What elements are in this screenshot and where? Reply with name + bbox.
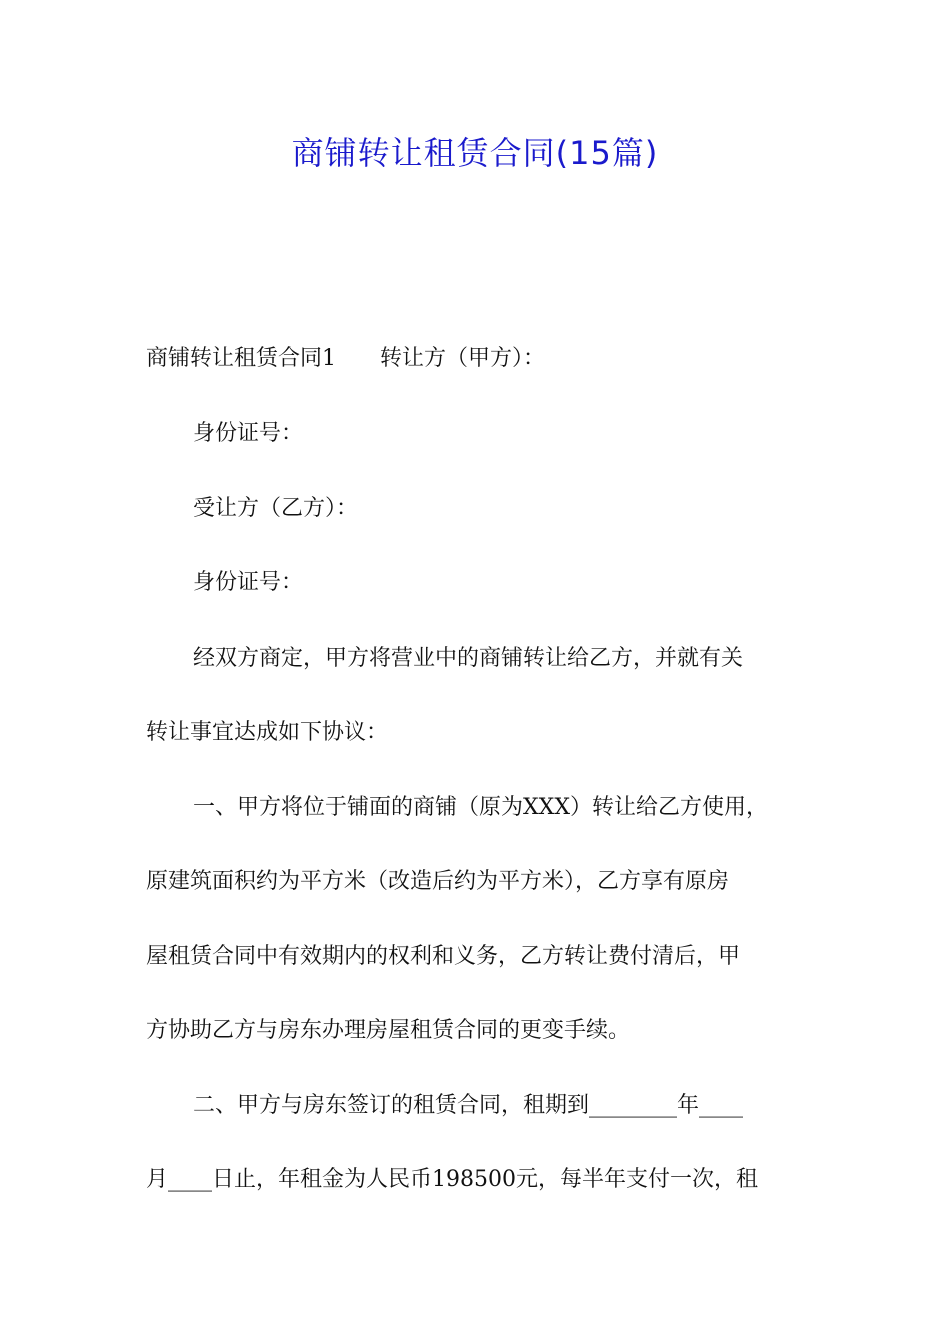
- paragraph-line: 方协助乙方与房东办理房屋租赁合同的更变手续。: [146, 1018, 631, 1043]
- paragraph-line: 二、甲方与房东签订的租赁合同，租期到________年____: [193, 1093, 744, 1118]
- paragraph-line: 经双方商定，甲方将营业中的商铺转让给乙方，并就有关: [193, 646, 744, 671]
- id-b-label: 身份证号：: [193, 570, 304, 595]
- contract-heading: 商铺转让租赁合同1: [146, 346, 336, 371]
- party-a-label: 转让方（甲方）：: [380, 346, 546, 371]
- paragraph-line: 原建筑面积约为平方米（改造后约为平方米），乙方享有原房: [146, 869, 730, 894]
- id-a-label: 身份证号：: [193, 421, 304, 446]
- party-b-label: 受让方（乙方）：: [193, 496, 359, 521]
- paragraph-line: 一、甲方将位于铺面的商铺（原为XXX）转让给乙方使用，: [193, 795, 768, 820]
- paragraph-line: 屋租赁合同中有效期内的权利和义务，乙方转让费付清后，甲: [146, 944, 741, 969]
- paragraph-line: 月____日止，年租金为人民币198500元，每半年支付一次，租: [146, 1167, 758, 1192]
- heading-line: [146, 344, 826, 374]
- paragraph-line: 转让事宜达成如下协议：: [146, 720, 389, 745]
- document-title: 商铺转让租赁合同(15篇): [291, 134, 659, 172]
